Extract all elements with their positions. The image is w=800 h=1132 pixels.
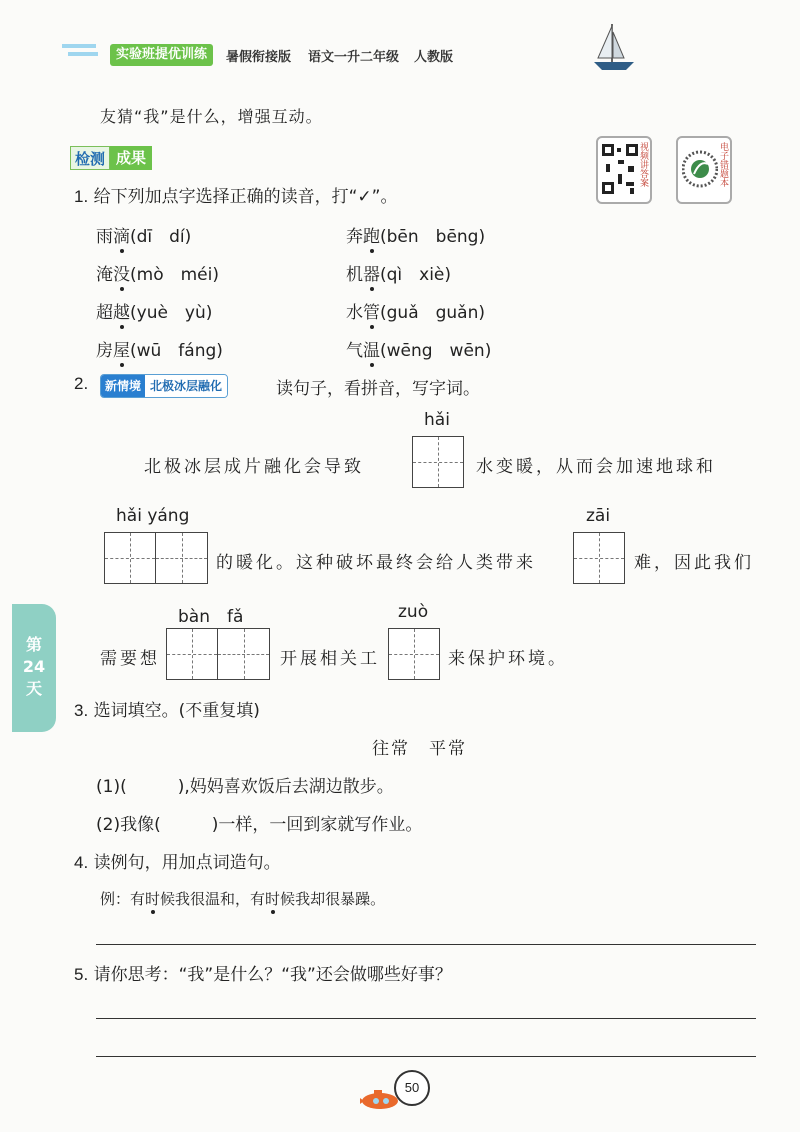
- qr-code-icon: [602, 144, 638, 194]
- pinyin-hai: hǎi: [424, 410, 450, 430]
- page-number: 50: [394, 1070, 430, 1106]
- question-1-number: 1.: [74, 187, 89, 206]
- example-sentence: 例：有时候我很温和，有时候我却很暴躁。: [100, 890, 386, 908]
- write-grid-banfa[interactable]: [166, 628, 270, 680]
- q2-sentence-1a: 北极冰层成片融化会导致: [144, 457, 364, 477]
- write-grid-zuo[interactable]: [388, 628, 440, 680]
- new-context-tag-topic: 北极冰层融化: [145, 375, 227, 397]
- write-cell[interactable]: [573, 532, 625, 584]
- question-2-number: 2.: [74, 374, 89, 393]
- qr-code-video[interactable]: [596, 136, 652, 204]
- question-5-text: 请你思考：“我”是什么？“我”还会做哪些好事？: [93, 965, 452, 985]
- q1-item-3: 淹没(mò méi): [96, 265, 219, 285]
- question-3: [74, 696, 260, 721]
- qr-label-errorbook: 电子错题本: [718, 142, 728, 187]
- edition-label: 暑假衔接版: [226, 50, 292, 65]
- question-3-number: 3.: [74, 701, 89, 720]
- question-3-text: 选词填空。(不重复填): [93, 701, 260, 721]
- page-header: [0, 0, 800, 100]
- section-badge: [70, 146, 152, 170]
- question-1-text: 给下列加点字选择正确的读音，打“✓”。: [93, 187, 398, 207]
- section-badge-part2: 成果: [110, 146, 152, 170]
- q2-sentence-3c: 来保护环境。: [448, 649, 568, 669]
- question-4: [74, 848, 281, 873]
- answer-line-q4[interactable]: [96, 944, 756, 945]
- question-2-text: 读句子，看拼音，写字词。: [276, 379, 480, 399]
- write-cell[interactable]: [156, 532, 208, 584]
- pinyin-banfa: bàn fǎ: [178, 607, 244, 627]
- q2-sentence-3a: 需要想: [100, 649, 160, 669]
- day-tab-number: 24: [22, 657, 46, 676]
- new-context-tag: [100, 374, 228, 398]
- publisher-label: 人教版: [414, 50, 454, 65]
- answer-line-q5-1[interactable]: [96, 1018, 756, 1019]
- q1-item-6: 水管(guǎ guǎn): [346, 303, 486, 323]
- qr-code-errorbook[interactable]: [676, 136, 732, 204]
- question-5: [74, 960, 452, 985]
- write-grid-zai[interactable]: [573, 532, 625, 584]
- q1-item-1: 雨滴(dī dí): [96, 227, 192, 247]
- write-grid-hai[interactable]: [412, 436, 464, 488]
- write-cell[interactable]: [104, 532, 156, 584]
- dotted-word: 有时候: [250, 890, 296, 908]
- write-cell[interactable]: [166, 628, 218, 680]
- q1-item-2: 奔跑(bēn bēng): [346, 227, 486, 247]
- pinyin-zuo: zuò: [398, 602, 429, 622]
- new-context-tag-label: 新情境: [101, 375, 145, 397]
- q3-sentence-1: (1)( ),妈妈喜欢饭后去湖边散步。: [96, 777, 394, 797]
- day-tab: [12, 604, 56, 732]
- q2-sentence-2a: 的暖化。这种破坏最终会给人类带来: [216, 553, 536, 573]
- question-5-number: 5.: [74, 965, 89, 984]
- sailboat-icon: [590, 20, 638, 76]
- pinyin-zai: zāi: [586, 506, 611, 526]
- day-tab-prefix: 第: [25, 635, 42, 654]
- subject-label: 语文一升二年级: [308, 50, 400, 65]
- word-choices: 往常 平常: [372, 739, 467, 759]
- pinyin-haiyang: hǎi yáng: [116, 506, 190, 526]
- question-1: [74, 182, 397, 207]
- header-decoration-icon: [60, 36, 110, 66]
- qr-label-video: 视频讲答案: [638, 142, 648, 187]
- day-tab-suffix: 天: [25, 679, 42, 698]
- question-4-text: 读例句，用加点词造句。: [93, 853, 281, 873]
- q2-sentence-2b: 难，因此我们: [634, 553, 754, 573]
- q1-item-8: 气温(wēng wēn): [346, 341, 492, 361]
- q2-sentence-3b: 开展相关工: [280, 649, 380, 669]
- write-cell[interactable]: [388, 628, 440, 680]
- q1-item-5: 超越(yuè yù): [96, 303, 213, 323]
- intro-text: 友猜“我”是什么，增强互动。: [100, 107, 323, 126]
- q1-item-7: 房屋(wū fáng): [96, 341, 223, 361]
- series-title: 实验班提优训练: [110, 44, 213, 66]
- answer-line-q5-2[interactable]: [96, 1056, 756, 1057]
- section-badge-part1: 检测: [70, 146, 110, 170]
- write-cell[interactable]: [218, 628, 270, 680]
- leaf-logo-icon: [682, 146, 718, 192]
- dotted-word: 有时候: [130, 890, 176, 908]
- q2-sentence-1b: 水变暖，从而会加速地球和: [476, 457, 716, 477]
- q1-item-4: 机器(qì xiè): [346, 265, 452, 285]
- write-grid-haiyang[interactable]: [104, 532, 208, 584]
- q3-sentence-2: (2)我像( )一样，一回到家就写作业。: [96, 815, 423, 835]
- question-4-number: 4.: [74, 853, 89, 872]
- write-cell[interactable]: [412, 436, 464, 488]
